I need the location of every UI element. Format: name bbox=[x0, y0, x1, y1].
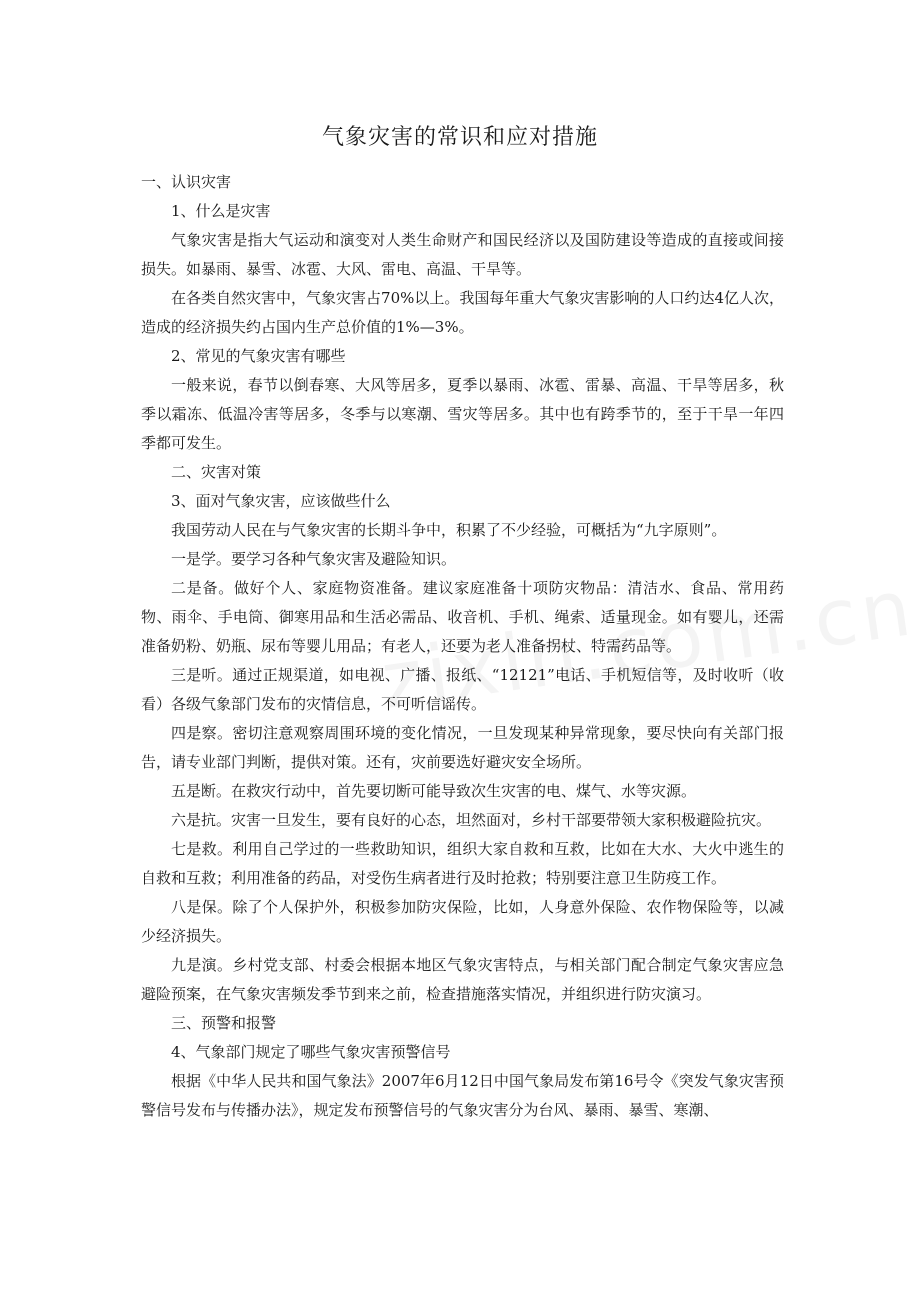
paragraph: 3、面对气象灾害，应该做些什么 bbox=[171, 492, 391, 510]
paragraph: 2、常见的气象灾害有哪些 bbox=[171, 347, 346, 365]
paragraph: 根据《中华人民共和国气象法》2007年6月12日中国气象局发布第16号令《突发气象灾害预警信号发布与传播办法》，规定发布预警信号的气象灾害分为台风、暴雨、暴雪、寒潮、 bbox=[141, 1072, 784, 1119]
paragraph: 三、预警和报警 bbox=[171, 1014, 277, 1032]
paragraph: 三是听。通过正规渠道，如电视、广播、报纸、“12121”电话、手机短信等，及时收听（收看）各级气象部门发布的灾情信息，不可听信谣传。 bbox=[141, 666, 784, 713]
paragraph: 1、什么是灾害 bbox=[171, 202, 271, 220]
paragraph: 五是断。在救灾行动中，首先要切断可能导致次生灾害的电、煤气、水等灾源。 bbox=[171, 782, 697, 800]
paragraph: 一是学。要学习各种气象灾害及避险知识。 bbox=[171, 550, 457, 568]
paragraph: 九是演。乡村党支部、村委会根据本地区气象灾害特点，与相关部门配合制定气象灾害应急避险预案，在气象灾害频发季节到来之前，检查措施落实情况，并组织进行防灾演习。 bbox=[141, 956, 784, 1003]
paragraph: 一、认识灾害 bbox=[141, 173, 232, 191]
paragraph: 六是抗。灾害一旦发生，要有良好的心态，坦然面对，乡村干部要带领大家积极避险抗灾。 bbox=[171, 811, 772, 829]
paragraph: 我国劳动人民在与气象灾害的长期斗争中，积累了不少经验，可概括为“九字原则”。 bbox=[171, 521, 727, 539]
paragraph: 七是救。利用自己学过的一些救助知识，组织大家自救和互救，比如在大水、大火中逃生的自救和互救；利用准备的药品，对受伤生病者进行及时抢救；特别要注意卫生防疫工作。 bbox=[141, 840, 784, 887]
paragraph: 气象灾害是指大气运动和演变对人类生命财产和国民经济以及国防建设等造成的直接或间接损失。如暴雨、暴雪、冰雹、大风、雷电、高温、干旱等。 bbox=[141, 231, 784, 278]
document-title: 气象灾害的常识和应对措施 bbox=[321, 125, 598, 150]
paragraph: 八是保。除了个人保护外，积极参加防灾保险，比如，人身意外保险、农作物保险等，以减少经济损失。 bbox=[141, 898, 784, 945]
paragraph: 4、气象部门规定了哪些气象灾害预警信号 bbox=[171, 1043, 451, 1061]
document-body bbox=[141, 168, 784, 1125]
paragraph: 二、灾害对策 bbox=[171, 463, 262, 481]
paragraph: 二是备。做好个人、家庭物资准备。建议家庭准备十项防灾物品：清洁水、食品、常用药物、雨伞、手电筒、御寒用品和生活必需品、收音机、手机、绳索、适量现金。如有婴儿，还需准备奶粉、奶瓶、尿布等婴儿用品；有老人，还要为老人准备拐杖、特需药品等。 bbox=[141, 579, 784, 655]
paragraph: 四是察。密切注意观察周围环境的变化情况，一旦发现某种异常现象，要尽快向有关部门报告，请专业部门判断，提供对策。还有，灾前要选好避灾安全场所。 bbox=[141, 724, 784, 771]
paragraph: 一般来说，春节以倒春寒、大风等居多，夏季以暴雨、冰雹、雷暴、高温、干旱等居多，秋季以霜冻、低温冷害等居多，冬季与以寒潮、雪灾等居多。其中也有跨季节的，至于干旱一年四季都可发生。 bbox=[141, 376, 784, 452]
paragraph: 在各类自然灾害中，气象灾害占70%以上。我国每年重大气象灾害影响的人口约达4亿人次，造成的经济损失约占国内生产总价值的1%—3%。 bbox=[141, 289, 784, 336]
